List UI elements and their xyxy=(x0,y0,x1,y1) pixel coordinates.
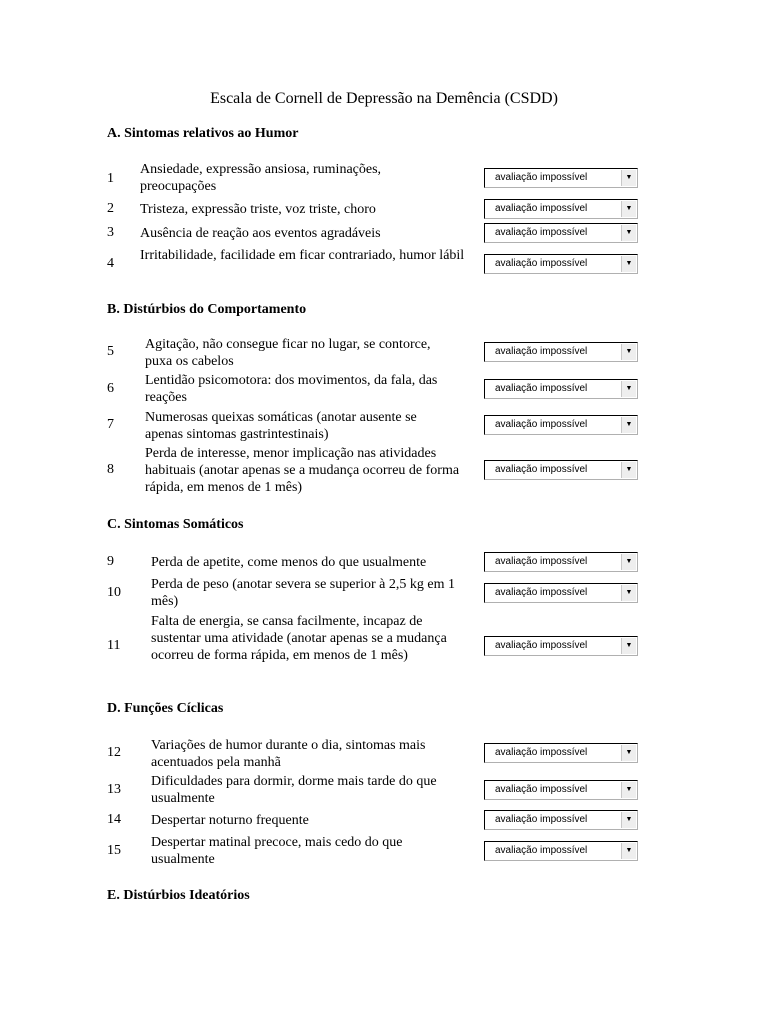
dropdown-arrow-icon: ▼ xyxy=(621,201,636,217)
item-number: 3 xyxy=(107,225,114,240)
rating-select-9[interactable] xyxy=(484,552,638,572)
rating-select-13[interactable] xyxy=(484,780,638,800)
dropdown-arrow-icon: ▼ xyxy=(621,554,636,570)
rating-select-11[interactable] xyxy=(484,636,638,656)
select-value: avaliação impossível xyxy=(495,845,588,856)
dropdown-arrow-icon: ▼ xyxy=(621,843,636,859)
dropdown-arrow-icon: ▼ xyxy=(621,344,636,360)
rating-select-7[interactable] xyxy=(484,415,638,435)
select-value: avaliação impossível xyxy=(495,203,588,214)
dropdown-arrow-icon: ▼ xyxy=(621,585,636,601)
rating-select-8[interactable] xyxy=(484,460,638,480)
item-text: Numerosas queixas somáticas (anotar ausente se apenas sintomas gastrintestinais) xyxy=(145,410,417,442)
item-text: Ansiedade, expressão ansiosa, ruminações, preocupações xyxy=(140,162,382,194)
item-number: 13 xyxy=(107,782,121,797)
select-value: avaliação impossível xyxy=(495,419,588,430)
item-number: 6 xyxy=(107,381,114,396)
dropdown-arrow-icon: ▼ xyxy=(621,225,636,241)
item-number: 14 xyxy=(107,812,121,827)
dropdown-arrow-icon: ▼ xyxy=(621,381,636,397)
item-number: 7 xyxy=(107,417,114,432)
item-number: 4 xyxy=(107,256,114,271)
dropdown-arrow-icon: ▼ xyxy=(621,638,636,654)
select-value: avaliação impossível xyxy=(495,258,588,269)
select-value: avaliação impossível xyxy=(495,346,588,357)
item-text: Irritabilidade, facilidade em ficar contrariado, humor lábil xyxy=(140,248,465,263)
item-number: 10 xyxy=(107,585,121,600)
rating-select-1[interactable] xyxy=(484,168,638,188)
select-value: avaliação impossível xyxy=(495,172,588,183)
dropdown-arrow-icon: ▼ xyxy=(621,170,636,186)
item-number: 2 xyxy=(107,201,114,216)
rating-select-12[interactable] xyxy=(484,743,638,763)
item-number: 9 xyxy=(107,554,114,569)
rating-select-10[interactable] xyxy=(484,583,638,603)
section-heading-a: A. Sintomas relativos ao Humor xyxy=(107,126,299,141)
item-number: 1 xyxy=(107,171,114,186)
dropdown-arrow-icon: ▼ xyxy=(621,462,636,478)
rating-select-3[interactable] xyxy=(484,223,638,243)
dropdown-arrow-icon: ▼ xyxy=(621,745,636,761)
item-number: 15 xyxy=(107,843,121,858)
item-text: Lentidão psicomotora: dos movimentos, da fala, das reações xyxy=(145,373,438,405)
rating-select-6[interactable] xyxy=(484,379,638,399)
item-text: Despertar noturno frequente xyxy=(151,813,309,828)
rating-select-5[interactable] xyxy=(484,342,638,362)
item-number: 12 xyxy=(107,745,121,760)
rating-select-15[interactable] xyxy=(484,841,638,861)
item-text: Variações de humor durante o dia, sintomas mais acentuados pela manhã xyxy=(151,738,426,770)
dropdown-arrow-icon: ▼ xyxy=(621,812,636,828)
rating-select-4[interactable] xyxy=(484,254,638,274)
section-heading-e: E. Distúrbios Ideatórios xyxy=(107,888,250,903)
select-value: avaliação impossível xyxy=(495,640,588,651)
item-number: 8 xyxy=(107,462,114,477)
dropdown-arrow-icon: ▼ xyxy=(621,256,636,272)
item-text: Ausência de reação aos eventos agradáveis xyxy=(140,226,381,241)
item-text: Perda de apetite, come menos do que usualmente xyxy=(151,555,427,570)
select-value: avaliação impossível xyxy=(495,747,588,758)
select-value: avaliação impossível xyxy=(495,383,588,394)
item-text: Tristeza, expressão triste, voz triste, choro xyxy=(140,202,376,217)
page-title: Escala de Cornell de Depressão na Demência (CSDD) xyxy=(210,90,558,107)
item-text: Dificuldades para dormir, dorme mais tarde do que usualmente xyxy=(151,774,437,806)
item-text: Falta de energia, se cansa facilmente, incapaz de sustentar uma atividade (anotar apenas se a mudança ocorreu de forma rápida, em menos de 1 mês) xyxy=(151,614,447,663)
item-text: Agitação, não consegue ficar no lugar, se contorce, puxa os cabelos xyxy=(145,337,431,369)
item-number: 5 xyxy=(107,344,114,359)
select-value: avaliação impossível xyxy=(495,784,588,795)
dropdown-arrow-icon: ▼ xyxy=(621,782,636,798)
dropdown-arrow-icon: ▼ xyxy=(621,417,636,433)
item-number: 11 xyxy=(107,638,121,653)
select-value: avaliação impossível xyxy=(495,556,588,567)
section-heading-c: C. Sintomas Somáticos xyxy=(107,517,244,532)
select-value: avaliação impossível xyxy=(495,227,588,238)
select-value: avaliação impossível xyxy=(495,814,588,825)
select-value: avaliação impossível xyxy=(495,587,588,598)
item-text: Perda de interesse, menor implicação nas atividades habituais (anotar apenas se a mudança ocorreu de forma rápida, em menos de 1 mês) xyxy=(145,446,460,495)
item-text: Perda de peso (anotar severa se superior à 2,5 kg em 1 mês) xyxy=(151,577,456,609)
select-value: avaliação impossível xyxy=(495,464,588,475)
rating-select-2[interactable] xyxy=(484,199,638,219)
section-heading-d: D. Funções Cíclicas xyxy=(107,701,224,716)
item-text: Despertar matinal precoce, mais cedo do que usualmente xyxy=(151,835,403,867)
section-heading-b: B. Distúrbios do Comportamento xyxy=(107,302,307,317)
rating-select-14[interactable] xyxy=(484,810,638,830)
